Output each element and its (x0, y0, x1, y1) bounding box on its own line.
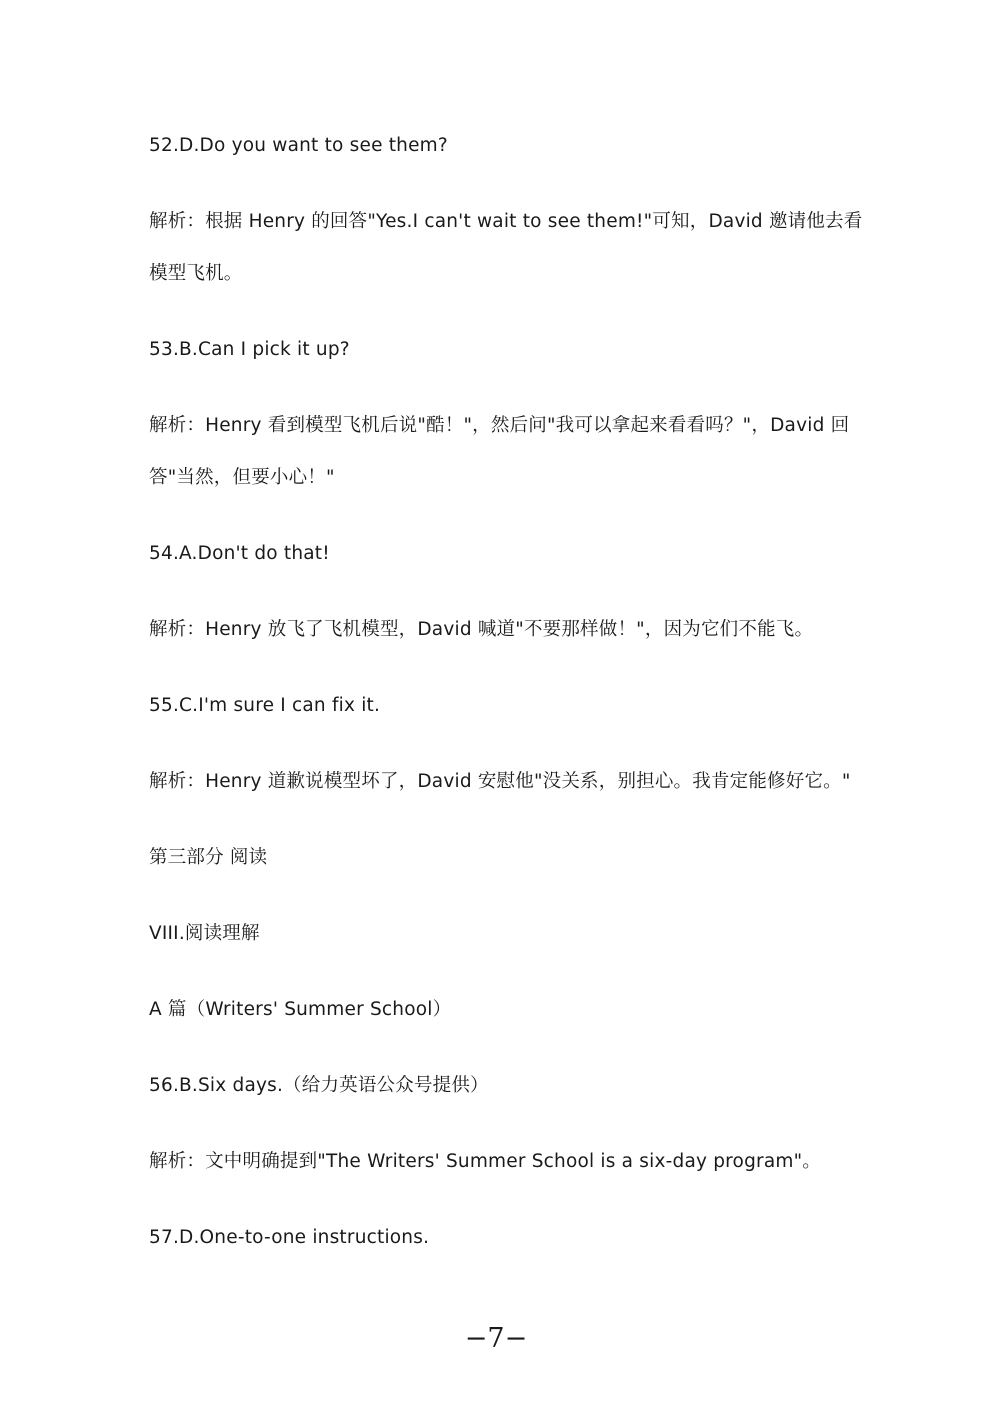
page-number: −7− (464, 1323, 528, 1354)
analysis-56: 解析：文中明确提到"The Writers' Summer School is a six-day program"。 (149, 1151, 821, 1172)
section-viii-heading: VIII.阅读理解 (149, 923, 260, 944)
analysis-55: 解析：Henry 道歉说模型坏了，David 安慰他"没关系，别担心。我肯定能修好它。" (149, 771, 851, 792)
analysis-52-line1: 解析：根据 Henry 的回答"Yes.I can't wait to see them!"可知，David 邀请他去看 (149, 211, 863, 232)
answer-54: 54.A.Don't do that! (149, 543, 330, 564)
answer-53: 53.B.Can I pick it up? (149, 339, 350, 360)
passage-a-heading: A 篇（Writers' Summer School） (149, 999, 452, 1020)
answer-52: 52.D.Do you want to see them? (149, 135, 448, 156)
analysis-54: 解析：Henry 放飞了飞机模型，David 喊道"不要那样做！"，因为它们不能飞。 (149, 619, 814, 640)
analysis-53-line2: 答"当然，但要小心！" (149, 467, 335, 488)
answer-56: 56.B.Six days.（给力英语公众号提供） (149, 1075, 489, 1096)
part-three-heading: 第三部分 阅读 (149, 847, 268, 868)
answer-55: 55.C.I'm sure I can fix it. (149, 695, 381, 716)
analysis-52-line2: 模型飞机。 (149, 263, 243, 284)
analysis-53-line1: 解析：Henry 看到模型飞机后说"酷！"，然后问"我可以拿起来看看吗？"，David 回 (149, 415, 850, 436)
answer-57: 57.D.One-to-one instructions. (149, 1227, 430, 1248)
